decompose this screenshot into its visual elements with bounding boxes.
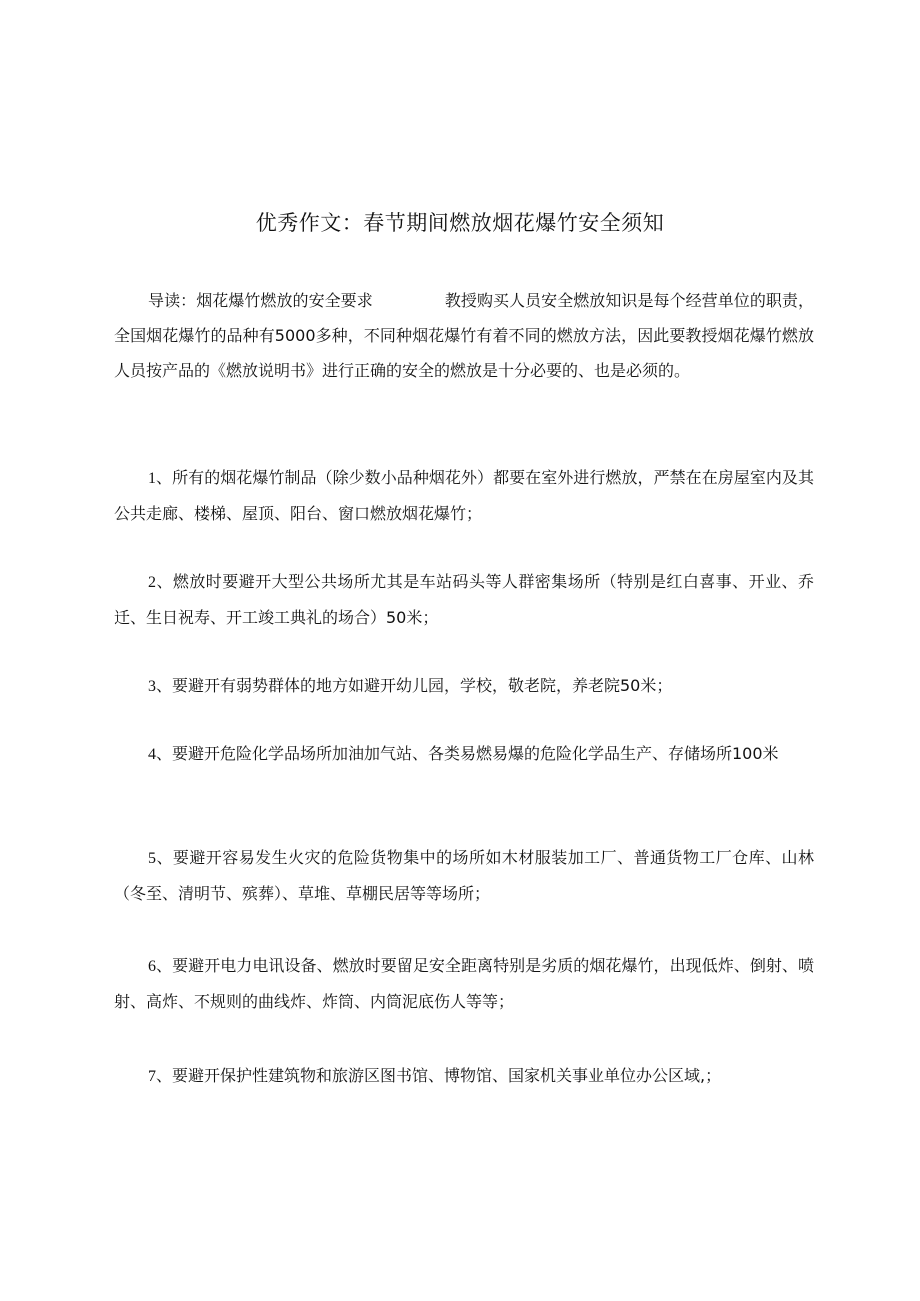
item-text: 、燃放时要避开大型公共场所尤其是车站码头等人群密集场所（特别是红白喜事、开业、乔迁、生日祝寿、开工竣工典礼的场合）50米； xyxy=(114,572,814,627)
item-number: 7 xyxy=(148,1068,156,1085)
intro-subject: 烟花爆竹燃放的安全要求 xyxy=(196,291,373,310)
list-item-6 xyxy=(114,948,814,1019)
item-text: 、要避开容易发生火灾的危险货物集中的场所如木材服装加工厂、普通货物工厂仓库、山林（冬至、清明节、殡葬）、草堆、草棚民居等等场所； xyxy=(114,848,814,903)
item-number: 1 xyxy=(148,470,156,487)
item-text: 、要避开危险化学品场所加油加气站、各类易燃易爆的危险化学品生产、存储场所100米 xyxy=(156,744,779,763)
item-number: 4 xyxy=(148,746,156,763)
list-item-7 xyxy=(114,1058,814,1094)
intro-paragraph xyxy=(114,283,814,388)
item-number: 3 xyxy=(148,678,156,695)
list-item-4 xyxy=(114,736,814,772)
item-text: 、要避开电力电讯设备、燃放时要留足安全距离特别是劣质的烟花爆竹，出现低炸、倒射、喷射、高炸、不规则的曲线炸、炸筒、内筒泥底伤人等等； xyxy=(114,956,814,1011)
intro-text: 教授购买人员安全燃放知识是每个经营单位的职责，全国烟花爆竹的品种有5000多种，不同种烟花爆竹有着不同的燃放方法，因此要教授烟花爆竹燃放人员按产品的《燃放说明书》进行正确的安全的燃放是十分必要的、也是必须的。 xyxy=(114,291,814,380)
item-number: 5 xyxy=(148,850,156,867)
list-item-5 xyxy=(114,840,814,911)
list-item-2 xyxy=(114,564,814,635)
item-number: 2 xyxy=(148,574,156,591)
item-text: 、要避开有弱势群体的地方如避开幼儿园，学校，敬老院，养老院50米； xyxy=(156,676,673,695)
list-item-3 xyxy=(114,668,814,704)
intro-label: 导读： xyxy=(148,291,197,310)
item-text: 、所有的烟花爆竹制品（除少数小品种烟花外）都要在室外进行燃放，严禁在在房屋室内及其公共走廊、楼梯、屋顶、阳台、窗口燃放烟花爆竹； xyxy=(114,468,814,523)
document-title: 优秀作文：春节期间燃放烟花爆竹安全须知 xyxy=(255,211,665,235)
list-item-1 xyxy=(114,460,814,531)
item-number: 6 xyxy=(148,958,156,975)
item-text: 、要避开保护性建筑物和旅游区图书馆、博物馆、国家机关事业单位办公区域,； xyxy=(156,1066,722,1085)
